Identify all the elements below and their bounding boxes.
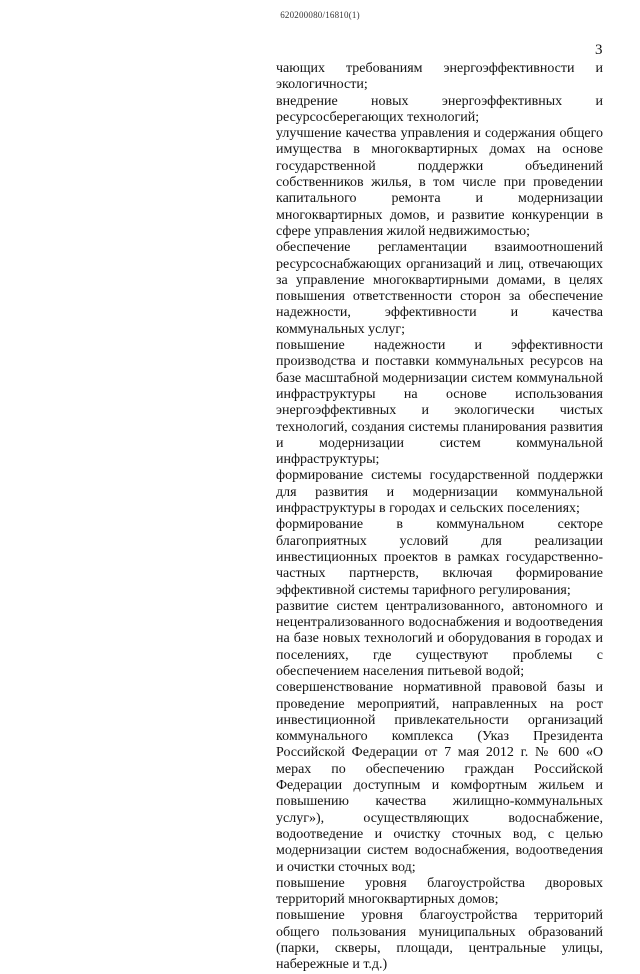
paragraph-6: формирование системы государственной поддержки для развития и модернизации коммунальной инфраструктуры в городах и сельских поселениях;: [276, 468, 603, 517]
paragraph-1: чающих требованиям энергоэффективности и экологичности;: [276, 61, 603, 93]
paragraph-3: улучшение качества управления и содержания общего имущества в многоквартирных домах на основе государственной поддержки объединений собственников жилья, в том числе при проведении капитального ремонта и модернизации многоквартирных домов, и развитие конкуренции в сфере управления жилой недвижимостью;: [276, 126, 603, 239]
paragraph-9: совершенствование нормативной правовой базы и проведение мероприятий, направленных на рост инвестиционной привлекательности организаций коммунального комплекса (Указ Президента Российской Федерации от 7 мая 2012 г. № 600 «О мерах по обеспечению граждан Российской Федерации доступным и комфортным жильем и повышению качества жилищно-коммунальных услуг»), осуществляющих водоснабжение, водоотведение и очистку сточных вод, с целью модернизации систем водоснабжения, водоотведения и очистки сточных вод;: [276, 680, 603, 875]
paragraph-11: повышение уровня благоустройства территорий общего пользования муниципальных образований (парки, скверы, площади, центральные улицы, набережные и т.д.): [276, 908, 603, 973]
document-id: 620200080/16810(1): [280, 10, 360, 20]
paragraph-10: повышение уровня благоустройства дворовых территорий многоквартирных домов;: [276, 875, 603, 908]
page-number: 3: [595, 42, 603, 58]
paragraph-7: формирование в коммунальном секторе благоприятных условий для реализации инвестиционных проектов в рамках государственно-частных партнерств, включая формирование эффективной системы тарифного регулирования;: [276, 517, 603, 598]
document-body: [276, 61, 603, 974]
paragraph-5: повышение надежности и эффективности производства и поставки коммунальных ресурсов на базе масштабной модернизации систем коммунальной инфраструктуры на основе использования энергоэффективных и экологически чистых технологий, создания системы планирования развития и модернизации систем коммунальной инфраструктуры;: [276, 338, 603, 468]
paragraph-2: внедрение новых энергоэффективных и ресурсосберегающих технологий;: [276, 93, 603, 125]
paragraph-4: обеспечение регламентации взаимоотношений ресурсоснабжающих организаций и лиц, отвечающих за управление многоквартирными домами, в целях повышения ответственности сторон за обеспечение надежности, эффективности и качества коммунальных услуг;: [276, 240, 603, 337]
paragraph-8: развитие систем централизованного, автономного и нецентрализованного водоснабжения и водоотведения на базе новых технологий и оборудования в городах и поселениях, где существуют проблемы с обеспечением населения питьевой водой;: [276, 598, 603, 679]
